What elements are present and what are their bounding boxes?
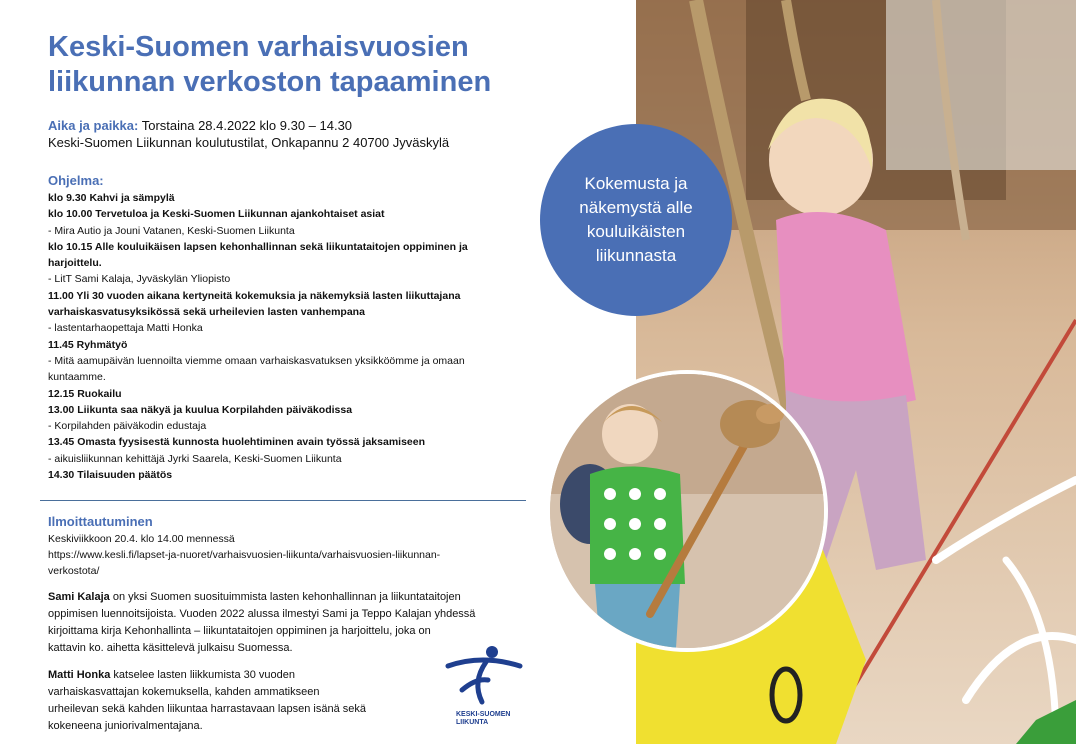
matti-line-3: urheilevan sekä kahden liikuntaa harrastavaan lapsen isänä sekä <box>48 703 366 715</box>
program-line: 12.15 Ruokailu <box>48 387 122 400</box>
bubble-line-2: näkemystä alle <box>579 198 693 217</box>
sami-line-4: kattavin ko. aihetta käsittelevä julkaisu Suomessa. <box>48 642 293 654</box>
bubble-line-4: liikunnasta <box>595 246 677 265</box>
sami-line-2: oppimisen luennoitsijoista. Vuoden 2022 alussa ilmestyi Sami ja Teppo Kalajan yhdessä <box>48 608 476 620</box>
program-line: klo 10.00 Tervetuloa ja Keski-Suomen Liikunnan ajankohtaiset asiat <box>48 208 385 221</box>
matti-line-2: varhaiskasvattajan kokemuksella, kahden ammatikseen <box>48 686 320 698</box>
toddler-with-stick-horse-photo <box>546 370 828 652</box>
matti-line-1: katselee lasten liikkumista 30 vuoden <box>110 669 296 681</box>
program-heading: Ohjelma: <box>48 173 104 188</box>
program-line: harjoittelu. <box>48 257 102 270</box>
bubble-line-1: Kokemusta ja <box>584 174 688 193</box>
logo-text-line-1: KESKI-SUOMEN <box>456 711 511 718</box>
title-line-1: Keski-Suomen varhaisvuosien <box>48 31 469 63</box>
sami-name: Sami Kalaja <box>48 591 110 603</box>
registration-deadline: Keskiviikkoon 20.4. klo 14.00 mennessä <box>48 533 235 545</box>
matti-name: Matti Honka <box>48 669 111 681</box>
matti-honka-bio <box>48 667 428 735</box>
registration-url-line-1[interactable]: https://www.kesli.fi/lapset-ja-nuoret/varhaisvuosien-liikunta/varhaisvuosien-liikunnan- <box>48 549 441 561</box>
event-time: Torstaina 28.4.2022 klo 9.30 – 14.30 <box>141 118 353 133</box>
time-place-section <box>48 117 449 151</box>
program-list <box>48 190 538 483</box>
program-line: 13.45 Omasta fyysisestä kunnosta huolehtiminen avain työssä jaksamiseen <box>48 436 426 449</box>
program-line: 11.00 Yli 30 vuoden aikana kertyneitä kokemuksia ja näkemyksiä lasten liikuttajana <box>48 289 461 302</box>
registration-heading: Ilmoittautuminen <box>48 514 153 529</box>
bubble-line-3: kouluikäisten <box>586 222 686 241</box>
sami-line-3: kirjoittama kirja Kehonhallinta – liikuntataitojen oppiminen ja harjoittelu, joka on <box>48 625 431 637</box>
logo-text-line-2: LIIKUNTA <box>456 719 489 726</box>
keski-suomen-liikunta-logo <box>442 644 528 728</box>
sami-line-1: on yksi Suomen suosituimmista lasten kehonhallinnan ja liikuntataitojen <box>109 591 461 603</box>
program-line: 11.45 Ryhmätyö <box>48 338 128 351</box>
registration-section <box>48 514 538 579</box>
registration-url-line-2[interactable]: verkostota/ <box>48 565 100 577</box>
time-place-label: Aika ja paikka: <box>48 118 139 133</box>
highlight-bubble <box>540 124 732 316</box>
program-line: - Mira Autio ja Jouni Vatanen, Keski-Suomen Liikunta <box>48 224 295 237</box>
program-line: - Mitä aamupäivän luennoilta viemme omaan varhaiskasvatuksen yksikköömme ja omaan <box>48 354 465 367</box>
program-line: 14.30 Tilaisuuden päätös <box>48 469 173 482</box>
logo-figure-icon <box>442 644 528 706</box>
program-line: - LitT Sami Kalaja, Jyväskylän Yliopisto <box>48 273 231 286</box>
program-line: - Korpilahden päiväkodin edustaja <box>48 420 207 433</box>
section-divider <box>40 500 526 501</box>
page-title <box>48 30 608 100</box>
matti-line-4: kokeneena juniorivalmentajana. <box>48 720 203 732</box>
program-line: klo 10.15 Alle kouluikäisen lapsen kehonhallinnan sekä liikuntataitojen oppiminen ja <box>48 240 468 253</box>
program-line: varhaiskasvatusyksikössä sekä urheilevien lasten vanhempana <box>48 306 365 319</box>
program-line: kuntaamme. <box>48 371 106 384</box>
event-location: Keski-Suomen Liikunnan koulutustilat, Onkapannu 2 40700 Jyväskylä <box>48 135 450 150</box>
program-line: klo 9.30 Kahvi ja sämpylä <box>48 192 175 204</box>
program-line: - aikuisliikunnan kehittäjä Jyrki Saarela, Keski-Suomen Liikunta <box>48 452 342 465</box>
program-line: - lastentarhaopettaja Matti Honka <box>48 322 203 335</box>
program-line: 13.00 Liikunta saa näkyä ja kuulua Korpilahden päiväkodissa <box>48 403 353 416</box>
title-line-2: liikunnan verkoston tapaaminen <box>48 66 492 98</box>
